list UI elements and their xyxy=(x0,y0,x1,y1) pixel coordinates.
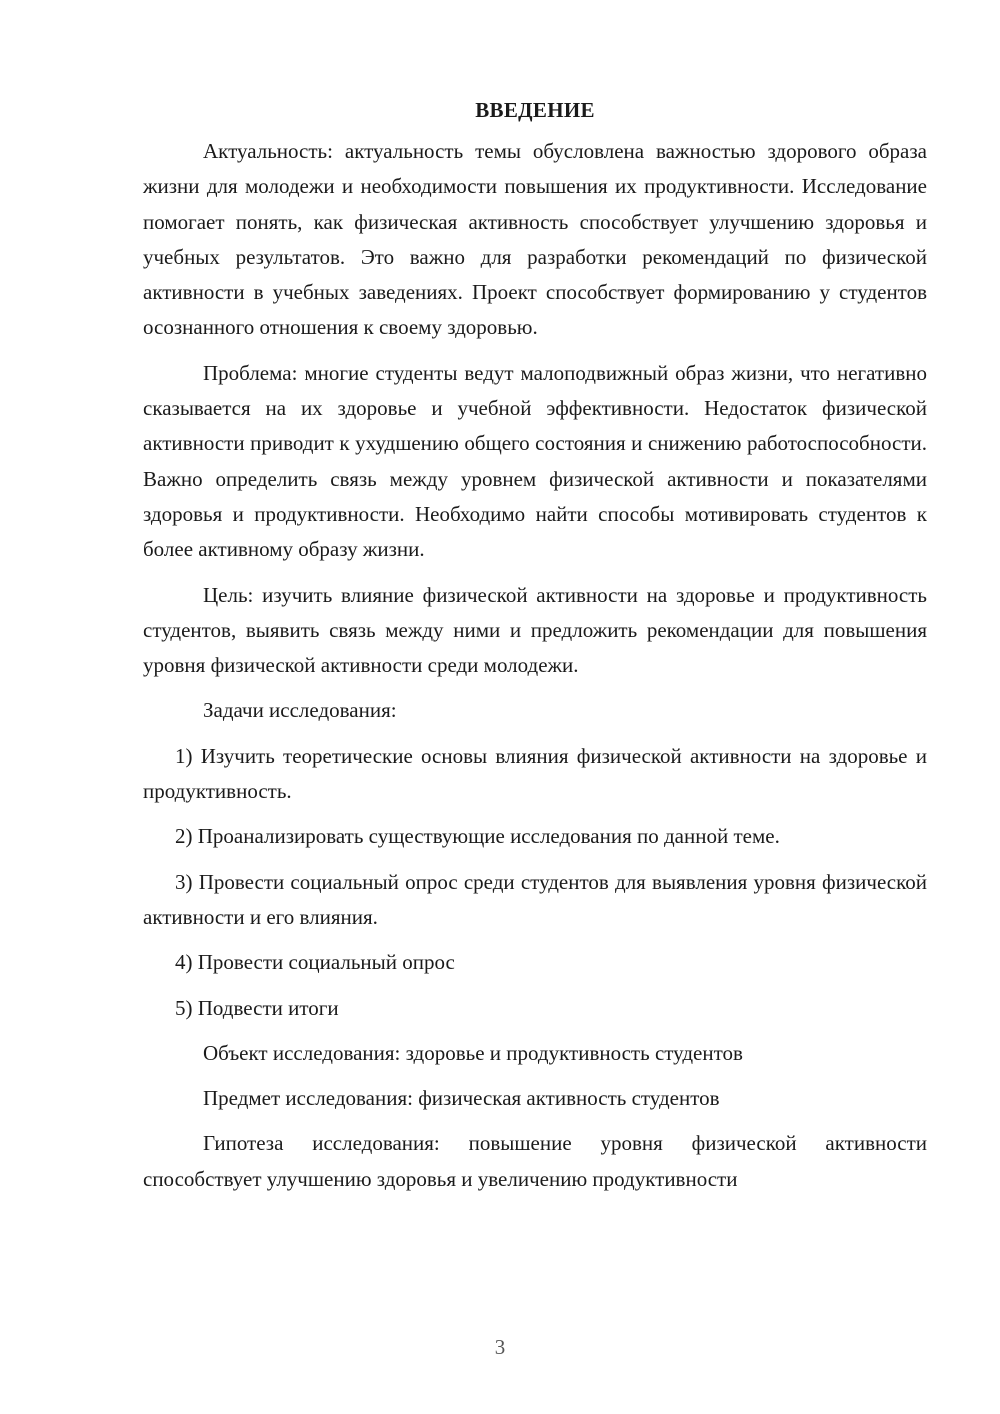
task-item-3: 3) Провести социальный опрос среди студентов для выявления уровня физической активности и его влияния. xyxy=(143,869,927,929)
task-item-1: 1) Изучить теоретические основы влияния физической активности на здоровье и продуктивность. xyxy=(143,743,927,804)
task-item-4: 4) Провести социальный опрос xyxy=(175,950,455,975)
tasks-heading: Задачи исследования: xyxy=(203,698,397,723)
task-item-5: 5) Подвести итоги xyxy=(175,995,339,1020)
section-title: ВВЕДЕНИЕ xyxy=(475,98,595,122)
task-item-2: 2) Проанализировать существующие исследования по данной теме. xyxy=(175,824,780,849)
relevance-paragraph: Актуальность: актуальность темы обусловлена важностью здорового образа жизни для молодежи и необходимости повышения их продуктивности. Исследование помогает понять, как физическая активность способствует улучшению здоровья и учебных результатов. Это важно для разработки рекомендаций по физической активности в учебных заведениях. Проект способствует формированию у студентов осознанного отношения к своему здоровью. xyxy=(143,139,927,340)
goal-paragraph: Цель: изучить влияние физической активности на здоровье и продуктивность студентов, выявить связь между ними и предложить рекомендации для повышения уровня физической активности среди молодежи. xyxy=(143,582,927,678)
research-subject: Предмет исследования: физическая активность студентов xyxy=(203,1086,720,1111)
research-hypothesis: Гипотеза исследования: повышение уровня физической активности способствует улучшению здоровья и увеличению продуктивности xyxy=(143,1131,927,1191)
page-number: 3 xyxy=(494,1335,506,1359)
document-body xyxy=(143,92,927,1205)
problem-paragraph: Проблема: многие студенты ведут малоподвижный образ жизни, что негативно сказывается на их здоровье и учебной эффективности. Недостаток физической активности приводит к ухудшению общего состояния и снижению работоспособности. Важно определить связь между уровнем физической активности и показателями здоровья и продуктивности. Необходимо найти способы мотивировать студентов к более активному образу жизни. xyxy=(143,360,927,562)
research-object: Объект исследования: здоровье и продуктивность студентов xyxy=(203,1040,743,1065)
